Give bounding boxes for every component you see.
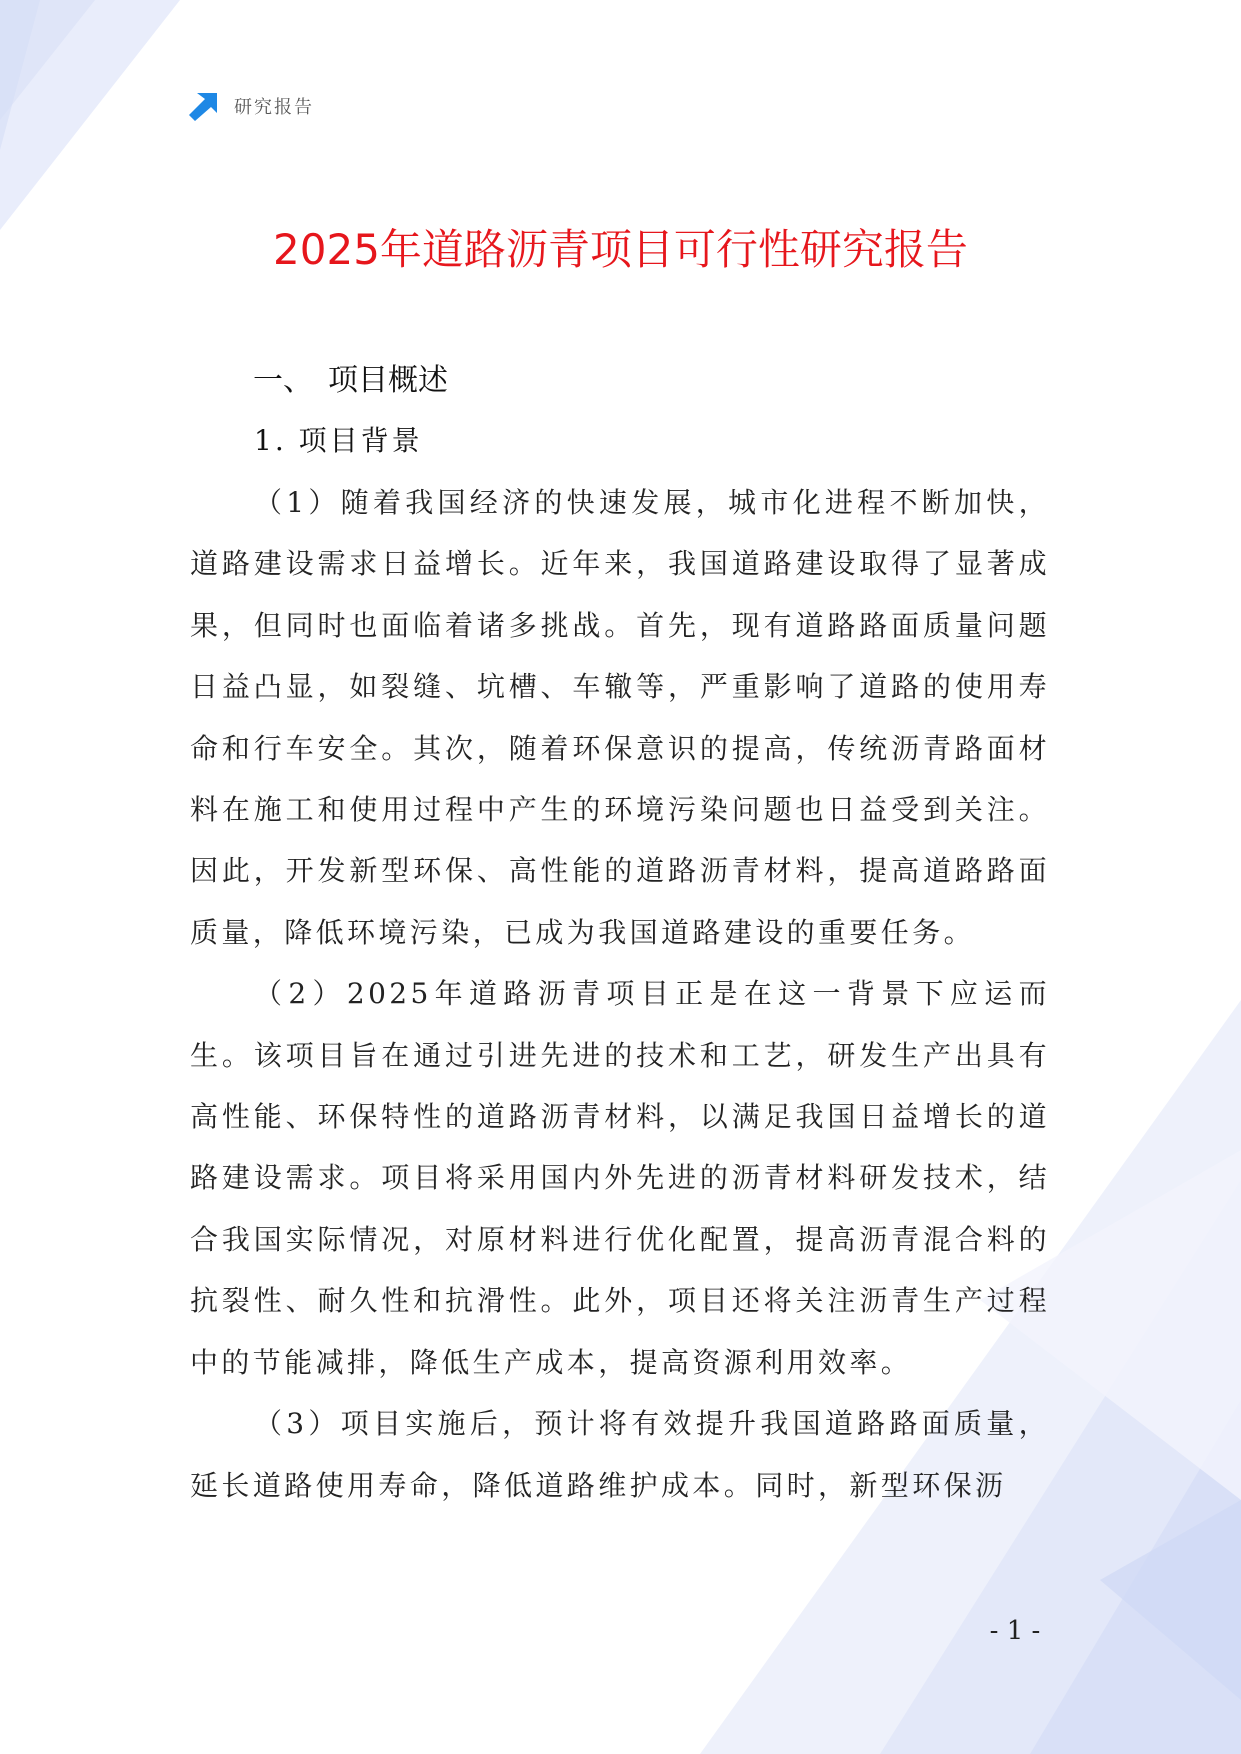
header-brand-text: 研究报告 (234, 97, 314, 118)
section-heading (190, 352, 1050, 410)
page-number: - 1 - (989, 1616, 1041, 1646)
paragraph: （3）项目实施后，预计将有效提升我国道路路面质量，延长道路使用寿命，降低道路维护成本。同时，新型环保沥 (190, 1407, 1050, 1502)
document-title: 2025年道路沥青项目可行性研究报告 (273, 225, 968, 274)
section-title: 项目概述 (328, 363, 448, 398)
section-number: 一、 (253, 363, 313, 398)
report-header (188, 90, 314, 122)
document-body (190, 352, 1050, 1516)
paragraph: （1）随着我国经济的快速发展，城市化进程不断加快，道路建设需求日益增长。近年来，我国道路建设取得了显著成果，但同时也面临着诸多挑战。首先，现有道路路面质量问题日益凸显，如裂缝、坑槽、车辙等，严重影响了道路的使用寿命和行车安全。其次，随着环保意识的提高，传统沥青路面材料在施工和使用过程中产生的环境污染问题也日益受到关注。因此，开发新型环保、高性能的道路沥青材料，提高道路路面质量，降低环境污染，已成为我国道路建设的重要任务。 (190, 486, 1050, 949)
paragraph: （2）2025年道路沥青项目正是在这一背景下应运而生。该项目旨在通过引进先进的技术和工艺，研发生产出具有高性能、环保特性的道路沥青材料，以满足我国日益增长的道路建设需求。项目将采用国内外先进的沥青材料研发技术，结合我国实际情况，对原材料进行优化配置，提高沥青混合料的抗裂性、耐久性和抗滑性。此外，项目还将关注沥青生产过程中的节能减排，降低生产成本，提高资源利用效率。 (190, 977, 1050, 1379)
trend-arrow-icon (188, 90, 220, 122)
subsection-heading: 1. 项目背景 (254, 424, 423, 457)
